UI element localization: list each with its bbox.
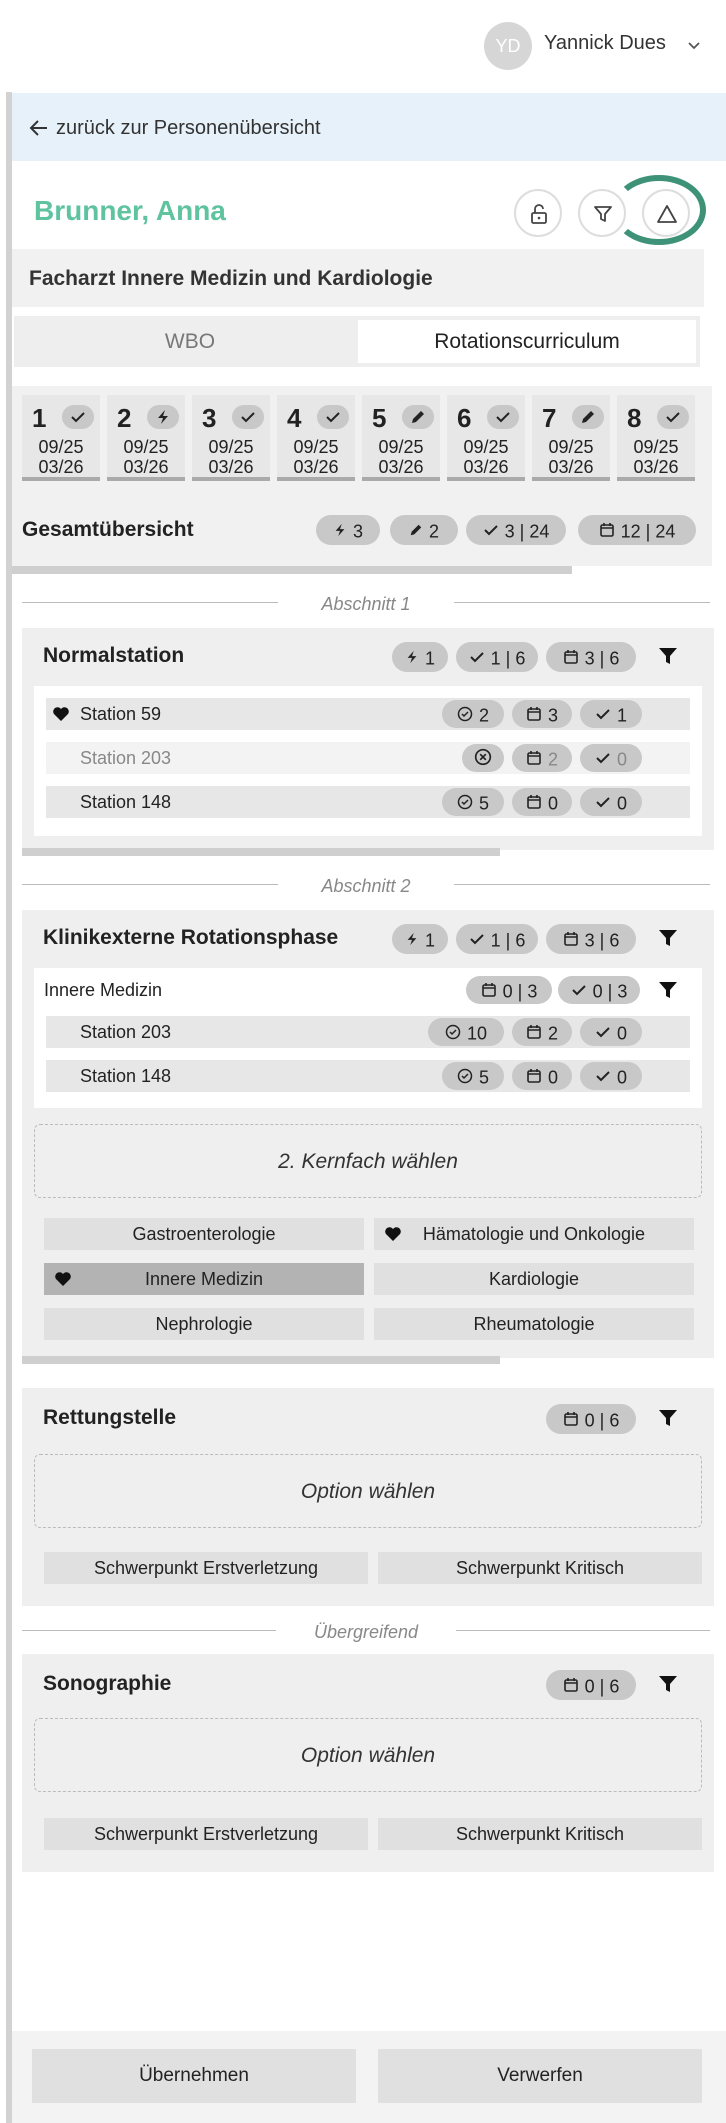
bolt-icon [155,409,171,425]
section-divider [22,594,710,614]
overview-bolt-badge: 3 [316,515,380,545]
station-row[interactable] [46,1060,690,1092]
specialty-bar [12,249,704,307]
bolt-icon [405,931,419,947]
station-row[interactable] [46,786,690,818]
circle-check-icon [457,706,473,722]
period-card[interactable] [447,395,525,481]
option-kardiologie[interactable]: Kardiologie [374,1263,694,1295]
specialty-title: Facharzt Innere Medizin und Kardiologie [29,267,433,290]
person-header [12,161,712,247]
tab-bar [14,316,700,367]
period-end: 03/26 [208,457,254,477]
user-bar [0,0,726,92]
period-end: 03/26 [293,457,339,477]
calendar-badge: 2 [512,1018,572,1046]
user-name[interactable]: Yannick Dues [544,32,666,54]
circle-check-icon [457,1068,473,1084]
period-number: 1 [32,403,47,433]
bolt-icon [405,649,419,665]
funnel-icon[interactable] [658,646,678,666]
pencil-icon [409,522,423,538]
group-title: Innere Medizin [44,980,163,1000]
period-status [657,405,689,429]
station-row[interactable] [46,698,690,730]
period-number: 4 [287,403,302,433]
apply-button[interactable]: Übernehmen [32,2049,356,2103]
check-icon [595,1068,611,1084]
status-badge [462,744,504,772]
period-end: 03/26 [378,457,424,477]
calendar-badge: 0 | 6 [546,1404,636,1434]
choose-option[interactable]: Option wählen [34,1718,702,1792]
check-icon [70,409,86,425]
option-kritisch[interactable]: Schwerpunkt Kritisch [378,1552,702,1584]
tab-wbo[interactable]: WBO [164,330,216,353]
check-badge: 1 | 6 [456,924,538,954]
calendar-icon [563,931,579,947]
funnel-icon[interactable] [658,980,678,1000]
choose-core-subject[interactable]: 2. Kernfach wählen [34,1124,702,1198]
period-card[interactable] [617,395,695,481]
period-end: 03/26 [38,457,84,477]
section-title: Sonographie [43,1672,172,1695]
calendar-badge: 0 | 3 [466,976,552,1004]
section-progress [22,1356,500,1364]
divider-label: Abschnitt 1 [321,594,411,614]
calendar-icon [563,649,579,665]
option-gastroenterologie[interactable]: Gastroenterologie [44,1218,364,1250]
check-icon [595,750,611,766]
calendar-icon [526,1068,542,1084]
period-start: 09/25 [293,437,339,457]
status-badge: 10 [428,1018,504,1046]
check-icon [240,409,256,425]
calendar-icon [563,1411,579,1427]
section-progress [22,848,500,856]
calendar-badge: 0 [512,1062,572,1090]
period-start: 09/25 [463,437,509,457]
period-number: 5 [372,403,387,433]
option-kritisch[interactable]: Schwerpunkt Kritisch [378,1818,702,1850]
section-title: Normalstation [43,644,185,667]
check-icon [665,409,681,425]
check-badge: 1 | 6 [456,642,538,672]
bolt-badge: 1 [392,924,448,954]
choose-option[interactable]: Option wählen [34,1454,702,1528]
period-start: 09/25 [38,437,84,457]
station-name: Station 148 [80,1066,172,1086]
status-badge: 5 [442,1062,504,1090]
period-card[interactable] [277,395,355,481]
period-start: 09/25 [633,437,679,457]
back-link[interactable]: zurück zur Personenübersicht [56,117,321,139]
period-status [62,405,94,429]
footer-actions [12,2031,726,2123]
divider-label: Abschnitt 2 [321,876,411,896]
status-badge: 5 [442,788,504,816]
period-status [402,405,434,429]
period-end: 03/26 [123,457,169,477]
period-end: 03/26 [548,457,594,477]
pencil-icon [580,409,596,425]
funnel-outline-icon [592,203,614,225]
section-title: Rettungstelle [43,1406,177,1429]
period-number: 6 [457,403,472,433]
period-start: 09/25 [123,437,169,457]
option-rheumatologie[interactable]: Rheumatologie [374,1308,694,1340]
calendar-badge: 0 | 6 [546,1670,636,1700]
option-haematologie[interactable]: Hämatologie und Onkologie [374,1218,694,1250]
station-name: Station 203 [80,748,172,768]
calendar-icon [526,1024,542,1040]
check-badge: 0 [580,1062,642,1090]
circle-check-icon [445,1024,461,1040]
check-badge: 0 [580,788,642,816]
station-row[interactable] [46,742,690,774]
option-erstverletzung[interactable]: Schwerpunkt Erstverletzung [44,1818,368,1850]
period-card[interactable] [532,395,610,481]
period-card[interactable] [107,395,185,481]
calendar-icon [526,706,542,722]
highlight-ring [612,175,706,245]
person-name: Brunner, Anna [34,195,226,226]
period-number: 3 [202,403,217,433]
tab-rotationscurriculum[interactable]: Rotationscurriculum [358,320,696,363]
check-icon [595,706,611,722]
innere-medizin-group [34,968,702,1108]
period-card[interactable] [22,395,100,481]
section-divider [22,876,710,896]
period-start: 09/25 [208,437,254,457]
funnel-icon[interactable] [658,1408,678,1428]
calendar-badge: 3 | 6 [546,642,636,672]
heart-icon [384,1226,402,1242]
back-bar[interactable] [12,93,726,161]
arrow-left-icon [28,117,50,139]
discard-button[interactable]: Verwerfen [378,2049,702,2103]
calendar-icon [563,1677,579,1693]
check-icon [483,522,499,538]
calendar-icon [599,522,615,538]
check-icon [495,409,511,425]
funnel-icon[interactable] [658,928,678,948]
period-status [317,405,349,429]
check-icon [325,409,341,425]
calendar-badge: 3 [512,700,572,728]
status-badge: 2 [442,700,504,728]
overview-pencil-badge: 2 [390,515,458,545]
divider-label: Übergreifend [313,1622,419,1642]
period-status [572,405,604,429]
check-badge: 0 [580,744,642,772]
period-card[interactable] [362,395,440,481]
station-name: Station 148 [80,792,172,812]
period-number: 8 [627,403,642,433]
option-erstverletzung[interactable]: Schwerpunkt Erstverletzung [44,1552,368,1584]
calendar-badge: 0 [512,788,572,816]
section-klinikextern [22,910,714,1358]
overview-progress [12,566,572,574]
check-icon [595,1024,611,1040]
section-rettungstelle [22,1388,714,1606]
check-badge: 1 [580,700,642,728]
bolt-icon [333,522,347,538]
option-innere-medizin[interactable]: Innere Medizin [44,1263,364,1295]
check-icon [571,982,587,998]
heart-icon [54,1271,72,1287]
overview-calendar-badge: 12 | 24 [578,515,696,545]
chevron-down-icon[interactable] [686,37,702,53]
period-number: 2 [117,403,132,433]
period-end: 03/26 [633,457,679,477]
period-status [487,405,519,429]
period-end: 03/26 [463,457,509,477]
period-card[interactable] [192,395,270,481]
calendar-badge: 2 [512,744,572,772]
bolt-badge: 1 [392,642,448,672]
check-badge: 0 | 3 [558,976,640,1004]
calendar-icon [526,794,542,810]
check-icon [469,649,485,665]
section-normalstation [22,628,714,850]
period-start: 09/25 [548,437,594,457]
period-status [232,405,264,429]
calendar-badge: 3 | 6 [546,924,636,954]
section-divider [22,1622,710,1642]
avatar[interactable]: YD [484,22,532,70]
circle-check-icon [457,794,473,810]
section-title: Klinikexterne Rotationsphase [43,926,339,949]
period-status [147,405,179,429]
station-list [34,686,702,836]
funnel-icon[interactable] [658,1674,678,1694]
check-icon [469,931,485,947]
station-row[interactable] [46,1016,690,1048]
option-nephrologie[interactable]: Nephrologie [44,1308,364,1340]
overview-check-badge: 3 | 24 [466,515,566,545]
calendar-icon [526,750,542,766]
heart-icon [52,706,70,722]
circle-x-icon [474,748,492,766]
period-number: 7 [542,403,557,433]
check-icon [595,794,611,810]
pencil-icon [410,409,426,425]
section-sonographie [22,1654,714,1872]
unlock-icon [528,203,550,225]
check-badge: 0 [580,1018,642,1046]
station-name: Station 203 [80,1022,172,1042]
overview-title: Gesamtübersicht [22,518,194,541]
station-name: Station 59 [80,704,162,724]
unlock-button[interactable] [514,189,562,237]
period-start: 09/25 [378,437,424,457]
calendar-icon [481,982,497,998]
